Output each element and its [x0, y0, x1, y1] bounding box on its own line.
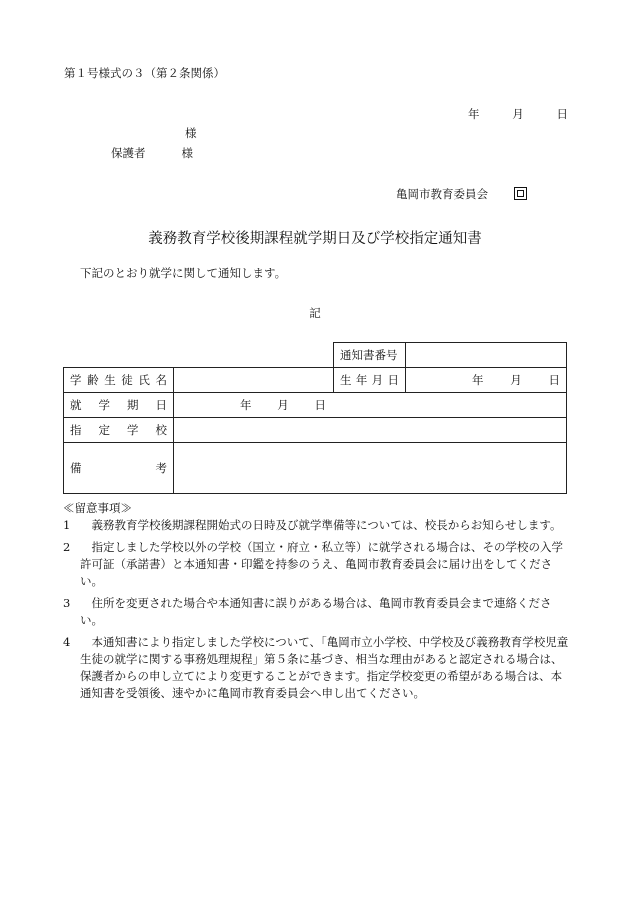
- enrollment-date-label-text: 就 学 期 日: [70, 398, 167, 412]
- note-item: [63, 517, 571, 534]
- note-number: 4: [63, 635, 71, 649]
- form-number: 第１号様式の３（第２条関係）: [64, 66, 225, 80]
- issue-date: [468, 106, 568, 122]
- note-number: 1: [63, 518, 71, 532]
- note-item: [63, 634, 571, 702]
- remarks-value[interactable]: [174, 443, 567, 494]
- note-text: 住所を変更された場合や本通知書に誤りがある場合は、亀岡市教育委員会まで連絡ください。: [80, 596, 552, 627]
- recipient-sama: 様: [185, 126, 197, 140]
- issuer-name: 亀岡市教育委員会: [396, 187, 488, 201]
- enroll-month: 月: [277, 398, 289, 412]
- school-label: [64, 418, 174, 443]
- birth-year: 年: [472, 373, 484, 387]
- note-number: 3: [63, 596, 71, 610]
- enroll-day: 日: [314, 398, 326, 412]
- notice-number-label: 通知書番号: [334, 343, 406, 368]
- ki-heading: 記: [309, 306, 321, 320]
- note-text: 本通知書により指定しました学校について、「亀岡市立小学校、中学校及び義務教育学校児童生徒の就学に関する事務処理規程」第５条に基づき、相当な理由があると認定される場合は、保護者からの申し立てにより変更することができます。指定学校変更の希望がある場合は、本通知書を受領後、速やかに亀岡市教育委員会へ申し出てください。: [80, 635, 569, 700]
- birth-day: 日: [548, 373, 560, 387]
- student-name-label-text: 学 齢 生 徒 氏 名: [70, 373, 167, 387]
- guardian-line: [111, 145, 193, 161]
- document-title: 義務教育学校後期課程就学期日及び学校指定通知書: [148, 231, 482, 247]
- note-item: [63, 539, 571, 590]
- guardian-label: 保護者: [111, 146, 146, 160]
- issue-day: 日: [556, 107, 568, 121]
- enrollment-date-label: [64, 393, 174, 418]
- note-number: 2: [63, 540, 71, 554]
- notice-form-table: [63, 342, 567, 494]
- issue-year: 年: [468, 107, 480, 121]
- enroll-year: 年: [240, 398, 252, 412]
- note-item: [63, 595, 571, 629]
- student-name-label: [64, 368, 174, 393]
- seal-icon: [514, 187, 527, 200]
- school-value[interactable]: [174, 418, 567, 443]
- birth-month: 月: [510, 373, 522, 387]
- issuer: [396, 186, 527, 202]
- table-spacer: [64, 343, 334, 368]
- student-name-value[interactable]: [174, 368, 334, 393]
- birthdate-label: [334, 368, 406, 393]
- remarks-label: [64, 443, 174, 494]
- remarks-label-text: 備 考: [70, 461, 167, 475]
- note-text: 指定しました学校以外の学校（国立・府立・私立等）に就学される場合は、その学校の入学許可証（承諾書）と本通知書・印鑑を持参のうえ、亀岡市教育委員会に届け出をしてください。: [80, 540, 563, 588]
- birthdate-label-text: 生 年 月 日: [340, 373, 399, 387]
- notes-list: [63, 517, 571, 707]
- intro-text: 下記のとおり就学に関して通知します。: [80, 266, 287, 280]
- issue-month: 月: [512, 107, 524, 121]
- notice-number-value[interactable]: [406, 343, 567, 368]
- note-text: 義務教育学校後期課程開始式の日時及び就学準備等については、校長からお知らせします。: [91, 518, 562, 532]
- birthdate-value[interactable]: [406, 368, 567, 393]
- school-label-text: 指 定 学 校: [70, 423, 167, 437]
- guardian-sama: 様: [181, 146, 193, 160]
- enrollment-date-value[interactable]: [174, 393, 567, 418]
- notes-heading: ≪留意事項≫: [63, 501, 132, 515]
